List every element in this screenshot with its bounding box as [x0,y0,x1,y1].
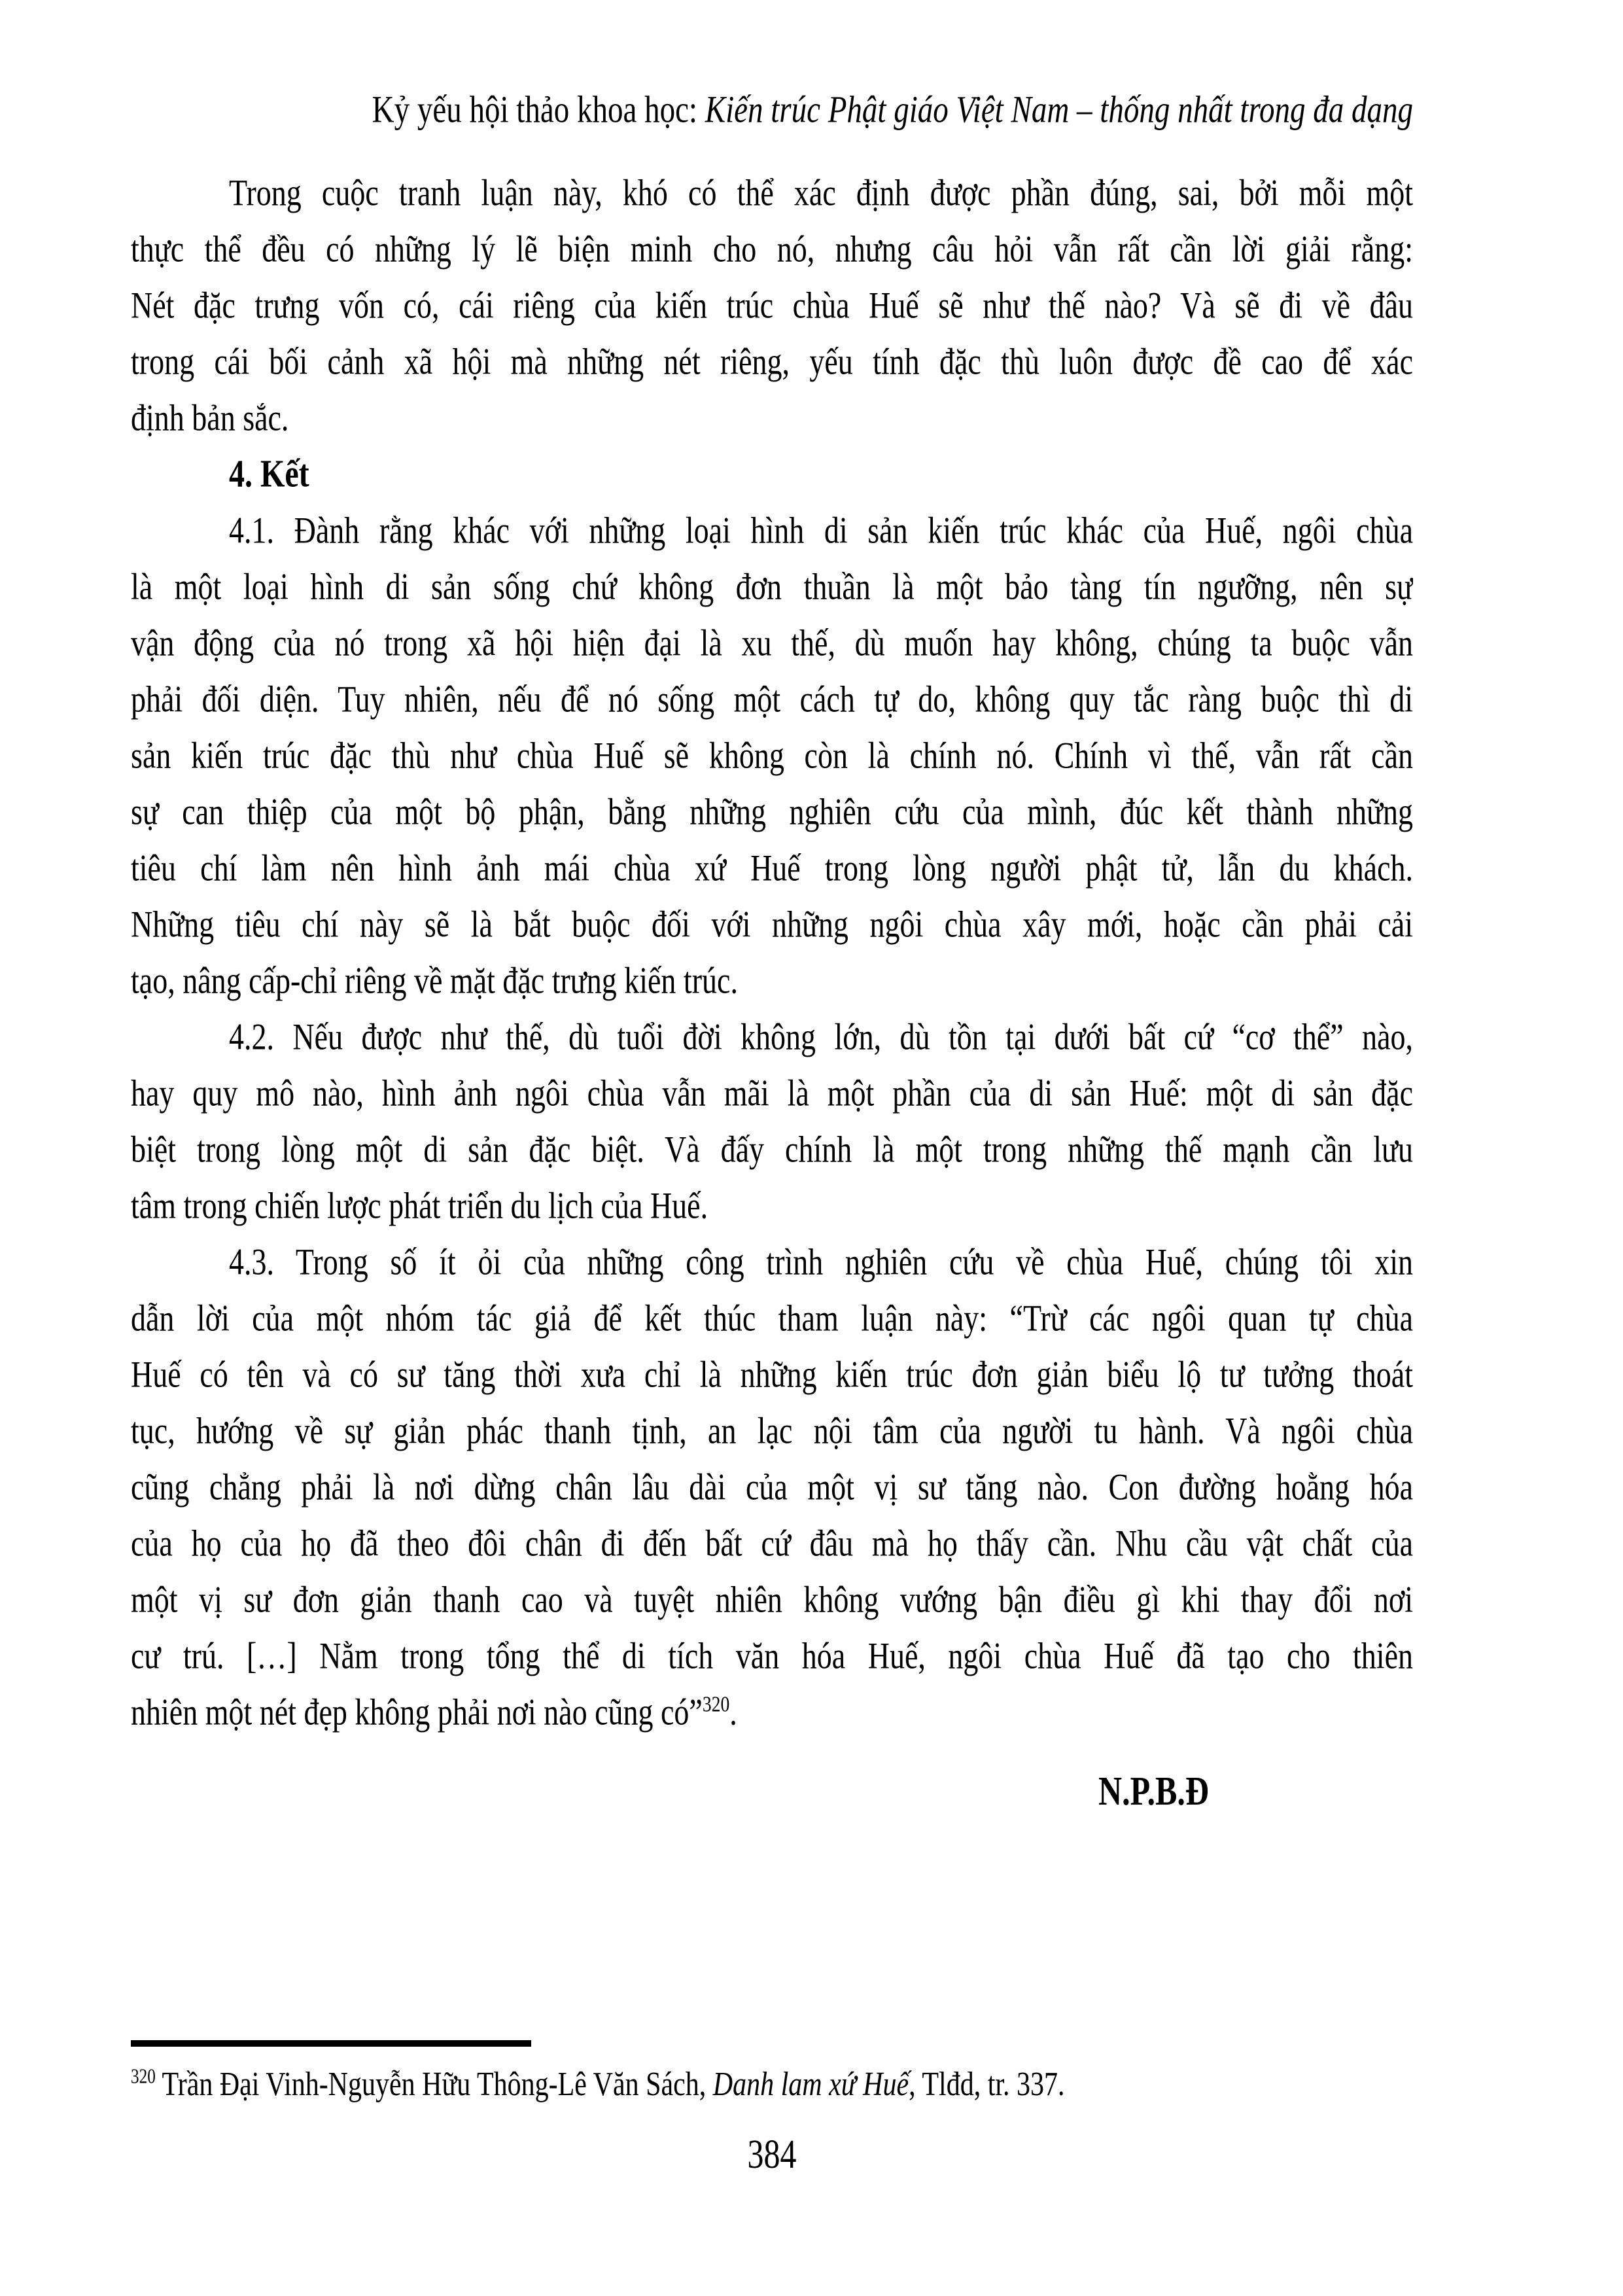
paragraph-line: biệt trong lòng một di sản đặc biệt. Và đấy chính là một trong những thế mạnh cần lưu [131,1128,1413,1170]
footnote-number: 320 [131,2066,156,2088]
paragraph-line: 4.2. Nếu được như thế, dù tuổi đời không lớn, dù tồn tại dưới bất cứ “cơ thể” nào, [229,1016,1413,1057]
paragraph-line: thực thể đều có những lý lẽ biện minh cho nó, nhưng câu hỏi vẫn rất cần lời giải rằng: [131,228,1413,270]
section-heading: 4. Kết [229,452,309,496]
paragraph-line: sự can thiệp của một bộ phận, bằng những nghiên cứu của mình, đúc kết thành những [131,790,1413,832]
paragraph-line: vận động của nó trong xã hội hiện đại là xu thế, dù muốn hay không, chúng ta buộc vẫn [131,622,1413,663]
paragraph-line: Trong cuộc tranh luận này, khó có thể xác định được phần đúng, sai, bởi mỗi một [229,171,1413,213]
paragraph-line: tạo, nâng cấp-chỉ riêng về mặt đặc trưng kiến trúc. [131,959,738,1001]
body-text [131,165,1413,1819]
running-header [131,86,1413,134]
paragraph-line: cư trú. […] Nằm trong tổng thể di tích văn hóa Huế, ngôi chùa Huế đã tạo cho thiên [131,1634,1413,1676]
footnote-tail: , Tlđd, tr. 337. [909,2066,1065,2104]
paragraph-line: hay quy mô nào, hình ảnh ngôi chùa vẫn mãi là một phần của di sản Huế: một di sản đặc [131,1072,1413,1114]
footnote-block [131,2040,1413,2103]
paragraph-line [131,1678,1413,1748]
paragraph-line: 4.1. Đành rằng khác với những loại hình di sản kiến trúc khác của Huế, ngôi chùa [229,509,1413,551]
paragraph-line: Huế có tên và có sư tăng thời xưa chỉ là những kiến trúc đơn giản biểu lộ tư tưởng thoát [131,1353,1413,1395]
paragraph-line: Những tiêu chí này sẽ là bắt buộc đối với những ngôi chùa xây mới, hoặc cần phải cải [131,903,1413,945]
paragraph-line: tục, hướng về sự giản phác thanh tịnh, an lạc nội tâm của người tu hành. Và ngôi chùa [131,1409,1413,1451]
footnote-authors: Trần Đại Vinh-Nguyễn Hữu Thông-Lê Văn Sách, [155,2066,713,2104]
paragraph-line: một vị sư đơn giản thanh cao và tuyệt nhiên không vướng bận điều gì khi thay đổi nơi [131,1578,1413,1620]
author-signature: N.P.B.Đ [1098,1768,1209,1814]
paragraph-line-text: . [729,1691,737,1733]
paragraph-line-text: nhiên một nét đẹp không phải nơi nào cũng có” [131,1691,703,1733]
paragraph-line: 4.3. Trong số ít ỏi của những công trình nghiên cứu về chùa Huế, chúng tôi xin [229,1241,1413,1282]
paragraph-line: trong cái bối cảnh xã hội mà những nét riêng, yếu tính đặc thù luôn được đề cao để xác [131,340,1413,382]
paragraph-line: tâm trong chiến lược phát triển du lịch của Huế. [131,1184,708,1226]
footnote-reference-marker: 320 [702,1691,730,1716]
footnote-work-title: Danh lam xứ Huế [712,2066,909,2104]
paragraph-line: tiêu chí làm nên hình ảnh mái chùa xứ Huế trong lòng người phật tử, lẫn du khách. [131,847,1413,889]
running-header-prefix: Kỷ yếu hội thảo khoa học: [372,88,705,132]
footnote-text [131,2062,1413,2107]
paragraph-line: dẫn lời của một nhóm tác giả để kết thúc tham luận này: “Trừ các ngôi quan tự chùa [131,1297,1413,1339]
paragraph-line: sản kiến trúc đặc thù như chùa Huế sẽ không còn là chính nó. Chính vì thế, vẫn rất cần [131,734,1413,776]
paragraph-line: Nét đặc trưng vốn có, cái riêng của kiến trúc chùa Huế sẽ như thế nào? Và sẽ đi về đâu [131,284,1413,326]
running-header-title: Kiến trúc Phật giáo Việt Nam – thống nhất trong đa dạng [705,88,1413,132]
paragraph-line: là một loại hình di sản sống chứ không đơn thuần là một bảo tàng tín ngưỡng, nên sự [131,565,1413,607]
footnote-separator-line [131,2040,531,2047]
paragraph-line: định bản sắc. [131,397,289,438]
paragraph-line: phải đối diện. Tuy nhiên, nếu để nó sống một cách tự do, không quy tắc ràng buộc thì di [131,678,1413,720]
paragraph-line: của họ của họ đã theo đôi chân đi đến bất cứ đâu mà họ thấy cần. Nhu cầu vật chất của [131,1522,1413,1564]
paragraph-line: cũng chẳng phải là nơi dừng chân lâu dài của một vị sư tăng nào. Con đường hoằng hóa [131,1466,1413,1508]
page-number: 384 [747,2131,797,2177]
